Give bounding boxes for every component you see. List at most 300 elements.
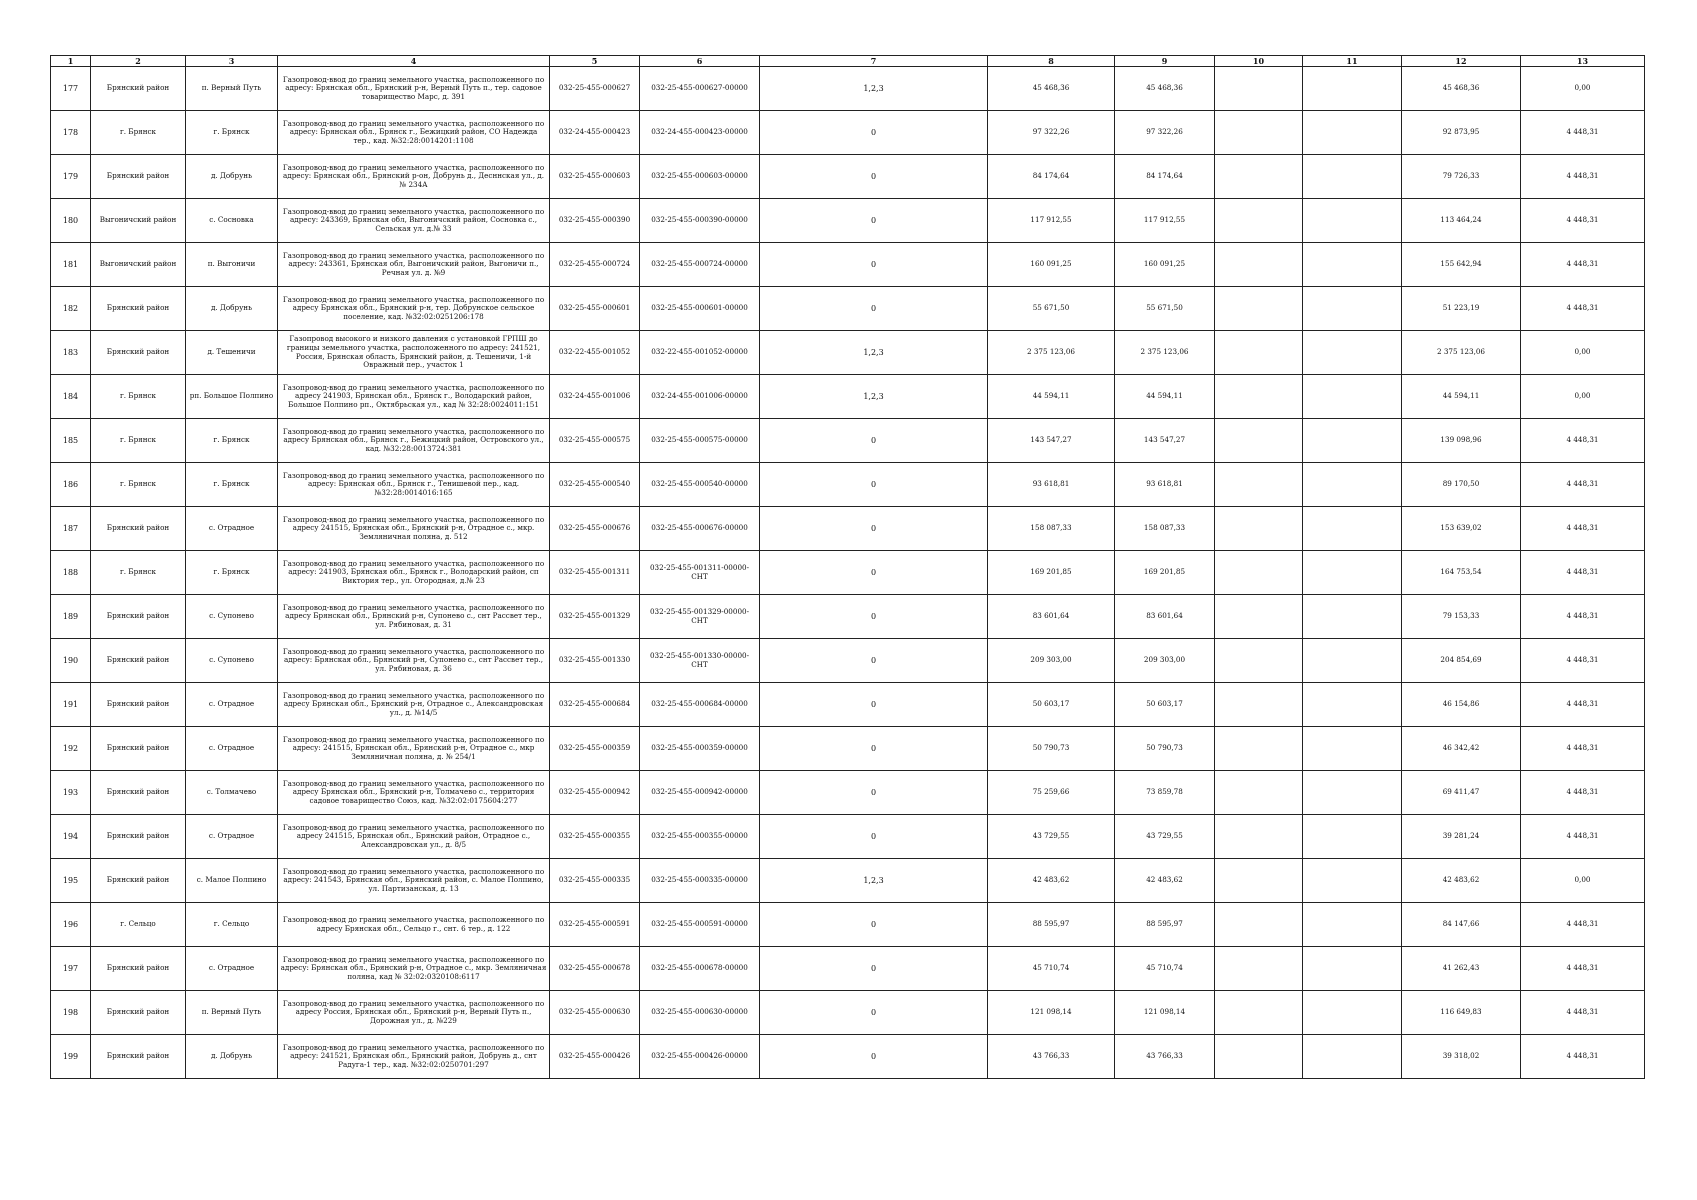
settlement-cell: с. Супонево — [186, 639, 278, 683]
inventory-number-cell: 032-25-455-000355 — [550, 815, 640, 859]
amount-col11-cell — [1303, 639, 1402, 683]
amount-col10-cell — [1215, 155, 1303, 199]
object-description-cell: Газопровод-ввод до границ земельного участка, расположенного по адресу: Брянская обл., Брянск г., Тенишевой пер., кад. №32:28:0014016:165 — [278, 463, 550, 507]
object-code-cell: 032-25-455-000426-00000 — [640, 1035, 760, 1079]
object-code-cell: 032-25-455-001330-00000-СНТ — [640, 639, 760, 683]
inventory-number-cell: 032-25-455-000942 — [550, 771, 640, 815]
district-cell: Брянский район — [91, 287, 186, 331]
amount-col10-cell — [1215, 683, 1303, 727]
amount-col9-cell: 158 087,33 — [1115, 507, 1215, 551]
object-description-cell: Газопровод-ввод до границ земельного участка, расположенного по адресу: 243361, Брянская обл, Выгоничский район, Выгоничи п., Речная ул. д. №9 — [278, 243, 550, 287]
amount-col12-cell: 41 262,43 — [1402, 947, 1521, 991]
amount-col12-cell: 89 170,50 — [1402, 463, 1521, 507]
amount-col12-cell: 2 375 123,06 — [1402, 331, 1521, 375]
column-header-12: 12 — [1402, 56, 1521, 67]
table-row — [51, 67, 1645, 111]
object-description-cell: Газопровод-ввод до границ земельного участка, расположенного по адресу: Брянская обл., Брянск г., Бежицкий район, СО Надежда тер., кад. №32:28:0014201:1108 — [278, 111, 550, 155]
amount-col9-cell: 44 594,11 — [1115, 375, 1215, 419]
table-row — [51, 595, 1645, 639]
inventory-number-cell: 032-25-455-000359 — [550, 727, 640, 771]
amount-col12-cell: 42 483,62 — [1402, 859, 1521, 903]
amount-col12-cell: 44 594,11 — [1402, 375, 1521, 419]
row-number-cell: 187 — [51, 507, 91, 551]
row-number-cell: 196 — [51, 903, 91, 947]
district-cell: г. Брянск — [91, 111, 186, 155]
amount-col10-cell — [1215, 67, 1303, 111]
object-code-cell: 032-25-455-000627-00000 — [640, 67, 760, 111]
register-table — [50, 55, 1645, 1079]
row-number-cell: 182 — [51, 287, 91, 331]
table-row — [51, 639, 1645, 683]
category-code-cell: 0 — [760, 287, 988, 331]
object-code-cell: 032-25-455-001329-00000-СНТ — [640, 595, 760, 639]
amount-col9-cell: 45 710,74 — [1115, 947, 1215, 991]
amount-col9-cell: 50 790,73 — [1115, 727, 1215, 771]
row-number-cell: 179 — [51, 155, 91, 199]
amount-col8-cell: 160 091,25 — [988, 243, 1115, 287]
settlement-cell: п. Выгоничи — [186, 243, 278, 287]
row-number-cell: 183 — [51, 331, 91, 375]
amount-col10-cell — [1215, 947, 1303, 991]
amount-col8-cell: 44 594,11 — [988, 375, 1115, 419]
object-description-cell: Газопровод-ввод до границ земельного участка, расположенного по адресу: 243369, Брянская обл, Выгоничский район, Сосновка с., Сельская ул. д.№ 33 — [278, 199, 550, 243]
settlement-cell: г. Брянск — [186, 419, 278, 463]
table-row — [51, 375, 1645, 419]
amount-col11-cell — [1303, 991, 1402, 1035]
amount-col13-cell: 4 448,31 — [1521, 771, 1645, 815]
row-number-cell: 191 — [51, 683, 91, 727]
object-description-cell: Газопровод-ввод до границ земельного участка, расположенного по адресу: Брянская обл., Брянский р-н, Верный Путь п., тер. садовое товарищество Марс, д. 391 — [278, 67, 550, 111]
table-row — [51, 903, 1645, 947]
object-description-cell: Газопровод-ввод до границ земельного участка, расположенного по адресу: Брянская обл., Брянский р-он, Добрунь д., Десннская ул., д. № 234А — [278, 155, 550, 199]
district-cell: Брянский район — [91, 991, 186, 1035]
category-code-cell: 0 — [760, 551, 988, 595]
row-number-cell: 198 — [51, 991, 91, 1035]
amount-col12-cell: 204 854,69 — [1402, 639, 1521, 683]
object-description-cell: Газопровод-ввод до границ земельного участка, расположенного по адресу Брянская обл., Брянский р-н, тер. Добрунское сельское поселение, кад. №32:02:0251206:178 — [278, 287, 550, 331]
inventory-number-cell: 032-25-455-000630 — [550, 991, 640, 1035]
amount-col10-cell — [1215, 243, 1303, 287]
object-code-cell: 032-22-455-001052-00000 — [640, 331, 760, 375]
amount-col13-cell: 4 448,31 — [1521, 727, 1645, 771]
amount-col11-cell — [1303, 595, 1402, 639]
settlement-cell: д. Добрунь — [186, 287, 278, 331]
row-number-cell: 195 — [51, 859, 91, 903]
inventory-number-cell: 032-25-455-000591 — [550, 903, 640, 947]
column-number-header-row — [51, 56, 1645, 67]
settlement-cell: д. Добрунь — [186, 1035, 278, 1079]
amount-col8-cell: 169 201,85 — [988, 551, 1115, 595]
object-description-cell: Газопровод-ввод до границ земельного участка, расположенного по адресу 241515, Брянская обл., Брянский р-н, Отрадное с., мкр. Земляничная поляна, д. 512 — [278, 507, 550, 551]
amount-col10-cell — [1215, 595, 1303, 639]
category-code-cell: 0 — [760, 111, 988, 155]
amount-col8-cell: 45 468,36 — [988, 67, 1115, 111]
object-code-cell: 032-25-455-000942-00000 — [640, 771, 760, 815]
amount-col13-cell: 4 448,31 — [1521, 243, 1645, 287]
amount-col11-cell — [1303, 507, 1402, 551]
district-cell: Брянский район — [91, 639, 186, 683]
table-row — [51, 859, 1645, 903]
settlement-cell: г. Сельцо — [186, 903, 278, 947]
column-header-9: 9 — [1115, 56, 1215, 67]
object-description-cell: Газопровод-ввод до границ земельного участка, расположенного по адресу Брянская обл., Брянск г., Бежицкий район, Островского ул., кад. №32:28:0013724:381 — [278, 419, 550, 463]
object-description-cell: Газопровод-ввод до границ земельного участка, расположенного по адресу: Брянская обл., Брянский р-н, Отрадное с., мкр. Земляничная поляна, кад № 32:02:0320108:6117 — [278, 947, 550, 991]
object-code-cell: 032-25-455-000390-00000 — [640, 199, 760, 243]
amount-col9-cell: 83 601,64 — [1115, 595, 1215, 639]
amount-col12-cell: 155 642,94 — [1402, 243, 1521, 287]
amount-col13-cell: 0,00 — [1521, 859, 1645, 903]
category-code-cell: 0 — [760, 463, 988, 507]
column-header-5: 5 — [550, 56, 640, 67]
amount-col8-cell: 209 303,00 — [988, 639, 1115, 683]
category-code-cell: 0 — [760, 419, 988, 463]
category-code-cell: 0 — [760, 595, 988, 639]
column-header-11: 11 — [1303, 56, 1402, 67]
amount-col12-cell: 84 147,66 — [1402, 903, 1521, 947]
category-code-cell: 1,2,3 — [760, 67, 988, 111]
object-code-cell: 032-25-455-000678-00000 — [640, 947, 760, 991]
amount-col9-cell: 42 483,62 — [1115, 859, 1215, 903]
object-code-cell: 032-25-455-000575-00000 — [640, 419, 760, 463]
table-row — [51, 243, 1645, 287]
amount-col10-cell — [1215, 375, 1303, 419]
row-number-cell: 189 — [51, 595, 91, 639]
district-cell: Брянский район — [91, 815, 186, 859]
table-row — [51, 771, 1645, 815]
amount-col10-cell — [1215, 419, 1303, 463]
amount-col10-cell — [1215, 815, 1303, 859]
category-code-cell: 0 — [760, 771, 988, 815]
district-cell: Выгоничский район — [91, 243, 186, 287]
amount-col13-cell: 4 448,31 — [1521, 815, 1645, 859]
amount-col9-cell: 50 603,17 — [1115, 683, 1215, 727]
amount-col9-cell: 93 618,81 — [1115, 463, 1215, 507]
category-code-cell: 1,2,3 — [760, 375, 988, 419]
amount-col12-cell: 164 753,54 — [1402, 551, 1521, 595]
amount-col8-cell: 143 547,27 — [988, 419, 1115, 463]
row-number-cell: 186 — [51, 463, 91, 507]
amount-col11-cell — [1303, 155, 1402, 199]
district-cell: г. Брянск — [91, 463, 186, 507]
amount-col8-cell: 42 483,62 — [988, 859, 1115, 903]
amount-col10-cell — [1215, 727, 1303, 771]
inventory-number-cell: 032-25-455-000426 — [550, 1035, 640, 1079]
amount-col10-cell — [1215, 1035, 1303, 1079]
category-code-cell: 0 — [760, 507, 988, 551]
inventory-number-cell: 032-24-455-000423 — [550, 111, 640, 155]
object-description-cell: Газопровод-ввод до границ земельного участка, расположенного по адресу Брянская обл., Брянский р-н, Толмачево с., территория садовое товарищество Союз, кад. №32:02:0175604:277 — [278, 771, 550, 815]
amount-col12-cell: 46 342,42 — [1402, 727, 1521, 771]
amount-col11-cell — [1303, 903, 1402, 947]
settlement-cell: с. Отрадное — [186, 947, 278, 991]
amount-col13-cell: 4 448,31 — [1521, 683, 1645, 727]
settlement-cell: г. Брянск — [186, 551, 278, 595]
district-cell: Брянский район — [91, 1035, 186, 1079]
category-code-cell: 0 — [760, 683, 988, 727]
amount-col8-cell: 97 322,26 — [988, 111, 1115, 155]
table-row — [51, 815, 1645, 859]
category-code-cell: 0 — [760, 815, 988, 859]
table-row — [51, 1035, 1645, 1079]
settlement-cell: с. Сосновка — [186, 199, 278, 243]
object-code-cell: 032-25-455-000724-00000 — [640, 243, 760, 287]
category-code-cell: 0 — [760, 199, 988, 243]
row-number-cell: 193 — [51, 771, 91, 815]
category-code-cell: 0 — [760, 243, 988, 287]
amount-col11-cell — [1303, 859, 1402, 903]
amount-col13-cell: 4 448,31 — [1521, 595, 1645, 639]
amount-col10-cell — [1215, 639, 1303, 683]
column-header-8: 8 — [988, 56, 1115, 67]
document-page — [50, 55, 1644, 1079]
amount-col9-cell: 43 766,33 — [1115, 1035, 1215, 1079]
category-code-cell: 1,2,3 — [760, 859, 988, 903]
amount-col11-cell — [1303, 67, 1402, 111]
amount-col11-cell — [1303, 683, 1402, 727]
row-number-cell: 184 — [51, 375, 91, 419]
object-description-cell: Газопровод-ввод до границ земельного участка, расположенного по адресу Брянская обл., Сельцо г., снт. 6 тер., д. 122 — [278, 903, 550, 947]
amount-col13-cell: 4 448,31 — [1521, 199, 1645, 243]
district-cell: Брянский район — [91, 727, 186, 771]
amount-col10-cell — [1215, 903, 1303, 947]
table-row — [51, 111, 1645, 155]
amount-col13-cell: 4 448,31 — [1521, 639, 1645, 683]
amount-col8-cell: 84 174,64 — [988, 155, 1115, 199]
settlement-cell: п. Верный Путь — [186, 67, 278, 111]
row-number-cell: 190 — [51, 639, 91, 683]
amount-col12-cell: 69 411,47 — [1402, 771, 1521, 815]
amount-col12-cell: 79 153,33 — [1402, 595, 1521, 639]
object-code-cell: 032-25-455-000684-00000 — [640, 683, 760, 727]
amount-col10-cell — [1215, 463, 1303, 507]
category-code-cell: 1,2,3 — [760, 331, 988, 375]
settlement-cell: с. Супонево — [186, 595, 278, 639]
table-row — [51, 463, 1645, 507]
district-cell: Брянский район — [91, 947, 186, 991]
object-description-cell: Газопровод-ввод до границ земельного участка, расположенного по адресу: 241515, Брянская обл., Брянский р-н, Отрадное с., мкр Земляничная поляна, д. № 254/1 — [278, 727, 550, 771]
amount-col11-cell — [1303, 199, 1402, 243]
amount-col9-cell: 160 091,25 — [1115, 243, 1215, 287]
district-cell: Брянский район — [91, 859, 186, 903]
row-number-cell: 188 — [51, 551, 91, 595]
amount-col13-cell: 4 448,31 — [1521, 903, 1645, 947]
district-cell: г. Брянск — [91, 551, 186, 595]
object-description-cell: Газопровод-ввод до границ земельного участка, расположенного по адресу: 241543, Брянская обл., Брянский район, с. Малое Полпино, ул. Партизанская, д. 13 — [278, 859, 550, 903]
category-code-cell: 0 — [760, 727, 988, 771]
column-header-10: 10 — [1215, 56, 1303, 67]
inventory-number-cell: 032-24-455-001006 — [550, 375, 640, 419]
object-code-cell: 032-25-455-000630-00000 — [640, 991, 760, 1035]
inventory-number-cell: 032-25-455-000601 — [550, 287, 640, 331]
amount-col13-cell: 0,00 — [1521, 331, 1645, 375]
table-row — [51, 507, 1645, 551]
table-row — [51, 947, 1645, 991]
amount-col8-cell: 121 098,14 — [988, 991, 1115, 1035]
row-number-cell: 177 — [51, 67, 91, 111]
amount-col11-cell — [1303, 331, 1402, 375]
inventory-number-cell: 032-25-455-000724 — [550, 243, 640, 287]
amount-col9-cell: 73 859,78 — [1115, 771, 1215, 815]
amount-col11-cell — [1303, 551, 1402, 595]
object-code-cell: 032-25-455-000355-00000 — [640, 815, 760, 859]
amount-col10-cell — [1215, 859, 1303, 903]
amount-col12-cell: 46 154,86 — [1402, 683, 1521, 727]
column-header-13: 13 — [1521, 56, 1645, 67]
amount-col13-cell: 4 448,31 — [1521, 155, 1645, 199]
column-header-6: 6 — [640, 56, 760, 67]
amount-col12-cell: 92 873,95 — [1402, 111, 1521, 155]
object-code-cell: 032-25-455-000591-00000 — [640, 903, 760, 947]
amount-col9-cell: 2 375 123,06 — [1115, 331, 1215, 375]
object-code-cell: 032-25-455-000359-00000 — [640, 727, 760, 771]
amount-col10-cell — [1215, 771, 1303, 815]
amount-col11-cell — [1303, 287, 1402, 331]
category-code-cell: 0 — [760, 991, 988, 1035]
amount-col13-cell: 4 448,31 — [1521, 463, 1645, 507]
settlement-cell: п. Верный Путь — [186, 991, 278, 1035]
table-row — [51, 683, 1645, 727]
district-cell: г. Сельцо — [91, 903, 186, 947]
row-number-cell: 178 — [51, 111, 91, 155]
settlement-cell: с. Малое Полпино — [186, 859, 278, 903]
amount-col12-cell: 45 468,36 — [1402, 67, 1521, 111]
category-code-cell: 0 — [760, 903, 988, 947]
amount-col8-cell: 50 790,73 — [988, 727, 1115, 771]
amount-col10-cell — [1215, 331, 1303, 375]
amount-col12-cell: 39 281,24 — [1402, 815, 1521, 859]
inventory-number-cell: 032-25-455-001311 — [550, 551, 640, 595]
amount-col10-cell — [1215, 199, 1303, 243]
table-row — [51, 331, 1645, 375]
row-number-cell: 192 — [51, 727, 91, 771]
category-code-cell: 0 — [760, 155, 988, 199]
amount-col8-cell: 50 603,17 — [988, 683, 1115, 727]
object-code-cell: 032-25-455-000603-00000 — [640, 155, 760, 199]
inventory-number-cell: 032-25-455-000684 — [550, 683, 640, 727]
inventory-number-cell: 032-25-455-001330 — [550, 639, 640, 683]
amount-col10-cell — [1215, 287, 1303, 331]
amount-col8-cell: 117 912,55 — [988, 199, 1115, 243]
settlement-cell: г. Брянск — [186, 111, 278, 155]
amount-col9-cell: 45 468,36 — [1115, 67, 1215, 111]
object-description-cell: Газопровод высокого и низкого давления с установкой ГРПШ до границы земельного участка, расположенного по адресу: 241521, Россия, Брянская область, Брянский район, д. Тешеничи, 1-й Овражный пер., участок 1 — [278, 331, 550, 375]
object-description-cell: Газопровод-ввод до границ земельного участка, расположенного по адресу Брянская обл., Брянский р-н, Супонево с., снт Рассвет тер., ул. Рябиновая, д. 31 — [278, 595, 550, 639]
amount-col11-cell — [1303, 419, 1402, 463]
amount-col13-cell: 4 448,31 — [1521, 111, 1645, 155]
amount-col11-cell — [1303, 815, 1402, 859]
table-row — [51, 155, 1645, 199]
amount-col9-cell: 117 912,55 — [1115, 199, 1215, 243]
row-number-cell: 181 — [51, 243, 91, 287]
object-code-cell: 032-25-455-000676-00000 — [640, 507, 760, 551]
object-description-cell: Газопровод-ввод до границ земельного участка, расположенного по адресу: 241521, Брянская обл., Брянский район, Добрунь д., снт Радуга-1 тер., кад. №32:02:0250701:297 — [278, 1035, 550, 1079]
inventory-number-cell: 032-25-455-000676 — [550, 507, 640, 551]
inventory-number-cell: 032-25-455-001329 — [550, 595, 640, 639]
category-code-cell: 0 — [760, 1035, 988, 1079]
amount-col8-cell: 43 766,33 — [988, 1035, 1115, 1079]
district-cell: Брянский район — [91, 67, 186, 111]
amount-col11-cell — [1303, 727, 1402, 771]
amount-col10-cell — [1215, 111, 1303, 155]
amount-col13-cell: 4 448,31 — [1521, 1035, 1645, 1079]
amount-col8-cell: 83 601,64 — [988, 595, 1115, 639]
amount-col11-cell — [1303, 771, 1402, 815]
amount-col13-cell: 4 448,31 — [1521, 551, 1645, 595]
object-code-cell: 032-25-455-001311-00000-СНТ — [640, 551, 760, 595]
amount-col13-cell: 4 448,31 — [1521, 991, 1645, 1035]
amount-col13-cell: 4 448,31 — [1521, 419, 1645, 463]
amount-col11-cell — [1303, 375, 1402, 419]
amount-col9-cell: 88 595,97 — [1115, 903, 1215, 947]
district-cell: Выгоничский район — [91, 199, 186, 243]
district-cell: г. Брянск — [91, 419, 186, 463]
settlement-cell: с. Отрадное — [186, 683, 278, 727]
column-header-7: 7 — [760, 56, 988, 67]
district-cell: г. Брянск — [91, 375, 186, 419]
row-number-cell: 194 — [51, 815, 91, 859]
object-code-cell: 032-24-455-000423-00000 — [640, 111, 760, 155]
district-cell: Брянский район — [91, 595, 186, 639]
district-cell: Брянский район — [91, 771, 186, 815]
object-code-cell: 032-25-455-000601-00000 — [640, 287, 760, 331]
table-row — [51, 287, 1645, 331]
amount-col9-cell: 43 729,55 — [1115, 815, 1215, 859]
district-cell: Брянский район — [91, 331, 186, 375]
amount-col9-cell: 97 322,26 — [1115, 111, 1215, 155]
amount-col10-cell — [1215, 507, 1303, 551]
district-cell: Брянский район — [91, 507, 186, 551]
amount-col10-cell — [1215, 991, 1303, 1035]
column-header-1: 1 — [51, 56, 91, 67]
amount-col12-cell: 139 098,96 — [1402, 419, 1521, 463]
amount-col9-cell: 169 201,85 — [1115, 551, 1215, 595]
category-code-cell: 0 — [760, 639, 988, 683]
amount-col11-cell — [1303, 463, 1402, 507]
settlement-cell: с. Толмачево — [186, 771, 278, 815]
amount-col9-cell: 143 547,27 — [1115, 419, 1215, 463]
amount-col10-cell — [1215, 551, 1303, 595]
object-description-cell: Газопровод-ввод до границ земельного участка, расположенного по адресу Россия, Брянская обл., Брянский р-н, Верный Путь п., Дорожная ул., д. №229 — [278, 991, 550, 1035]
object-description-cell: Газопровод-ввод до границ земельного участка, расположенного по адресу 241903, Брянская обл., Брянск г., Володарский район, Большое Полпино рп., Октябрьская ул., кад № 32:28:0024011:151 — [278, 375, 550, 419]
table-row — [51, 199, 1645, 243]
district-cell: Брянский район — [91, 155, 186, 199]
amount-col11-cell — [1303, 111, 1402, 155]
column-header-2: 2 — [91, 56, 186, 67]
table-row — [51, 991, 1645, 1035]
amount-col11-cell — [1303, 1035, 1402, 1079]
row-number-cell: 180 — [51, 199, 91, 243]
inventory-number-cell: 032-25-455-000627 — [550, 67, 640, 111]
amount-col8-cell: 158 087,33 — [988, 507, 1115, 551]
amount-col13-cell: 4 448,31 — [1521, 947, 1645, 991]
table-body — [51, 56, 1645, 1079]
row-number-cell: 199 — [51, 1035, 91, 1079]
object-description-cell: Газопровод-ввод до границ земельного участка, расположенного по адресу 241515, Брянская обл., Брянский район, Отрадное с., Александровская ул., д. 8/5 — [278, 815, 550, 859]
settlement-cell: г. Брянск — [186, 463, 278, 507]
table-row — [51, 419, 1645, 463]
amount-col8-cell: 75 259,66 — [988, 771, 1115, 815]
settlement-cell: с. Отрадное — [186, 727, 278, 771]
row-number-cell: 197 — [51, 947, 91, 991]
amount-col13-cell: 4 448,31 — [1521, 287, 1645, 331]
inventory-number-cell: 032-25-455-000603 — [550, 155, 640, 199]
amount-col8-cell: 45 710,74 — [988, 947, 1115, 991]
object-description-cell: Газопровод-ввод до границ земельного участка, расположенного по адресу: 241903, Брянская обл., Брянск г., Володарский район, сп Виктория тер., ул. Огородная, д.№ 23 — [278, 551, 550, 595]
inventory-number-cell: 032-22-455-001052 — [550, 331, 640, 375]
amount-col12-cell: 116 649,83 — [1402, 991, 1521, 1035]
column-header-3: 3 — [186, 56, 278, 67]
inventory-number-cell: 032-25-455-000678 — [550, 947, 640, 991]
